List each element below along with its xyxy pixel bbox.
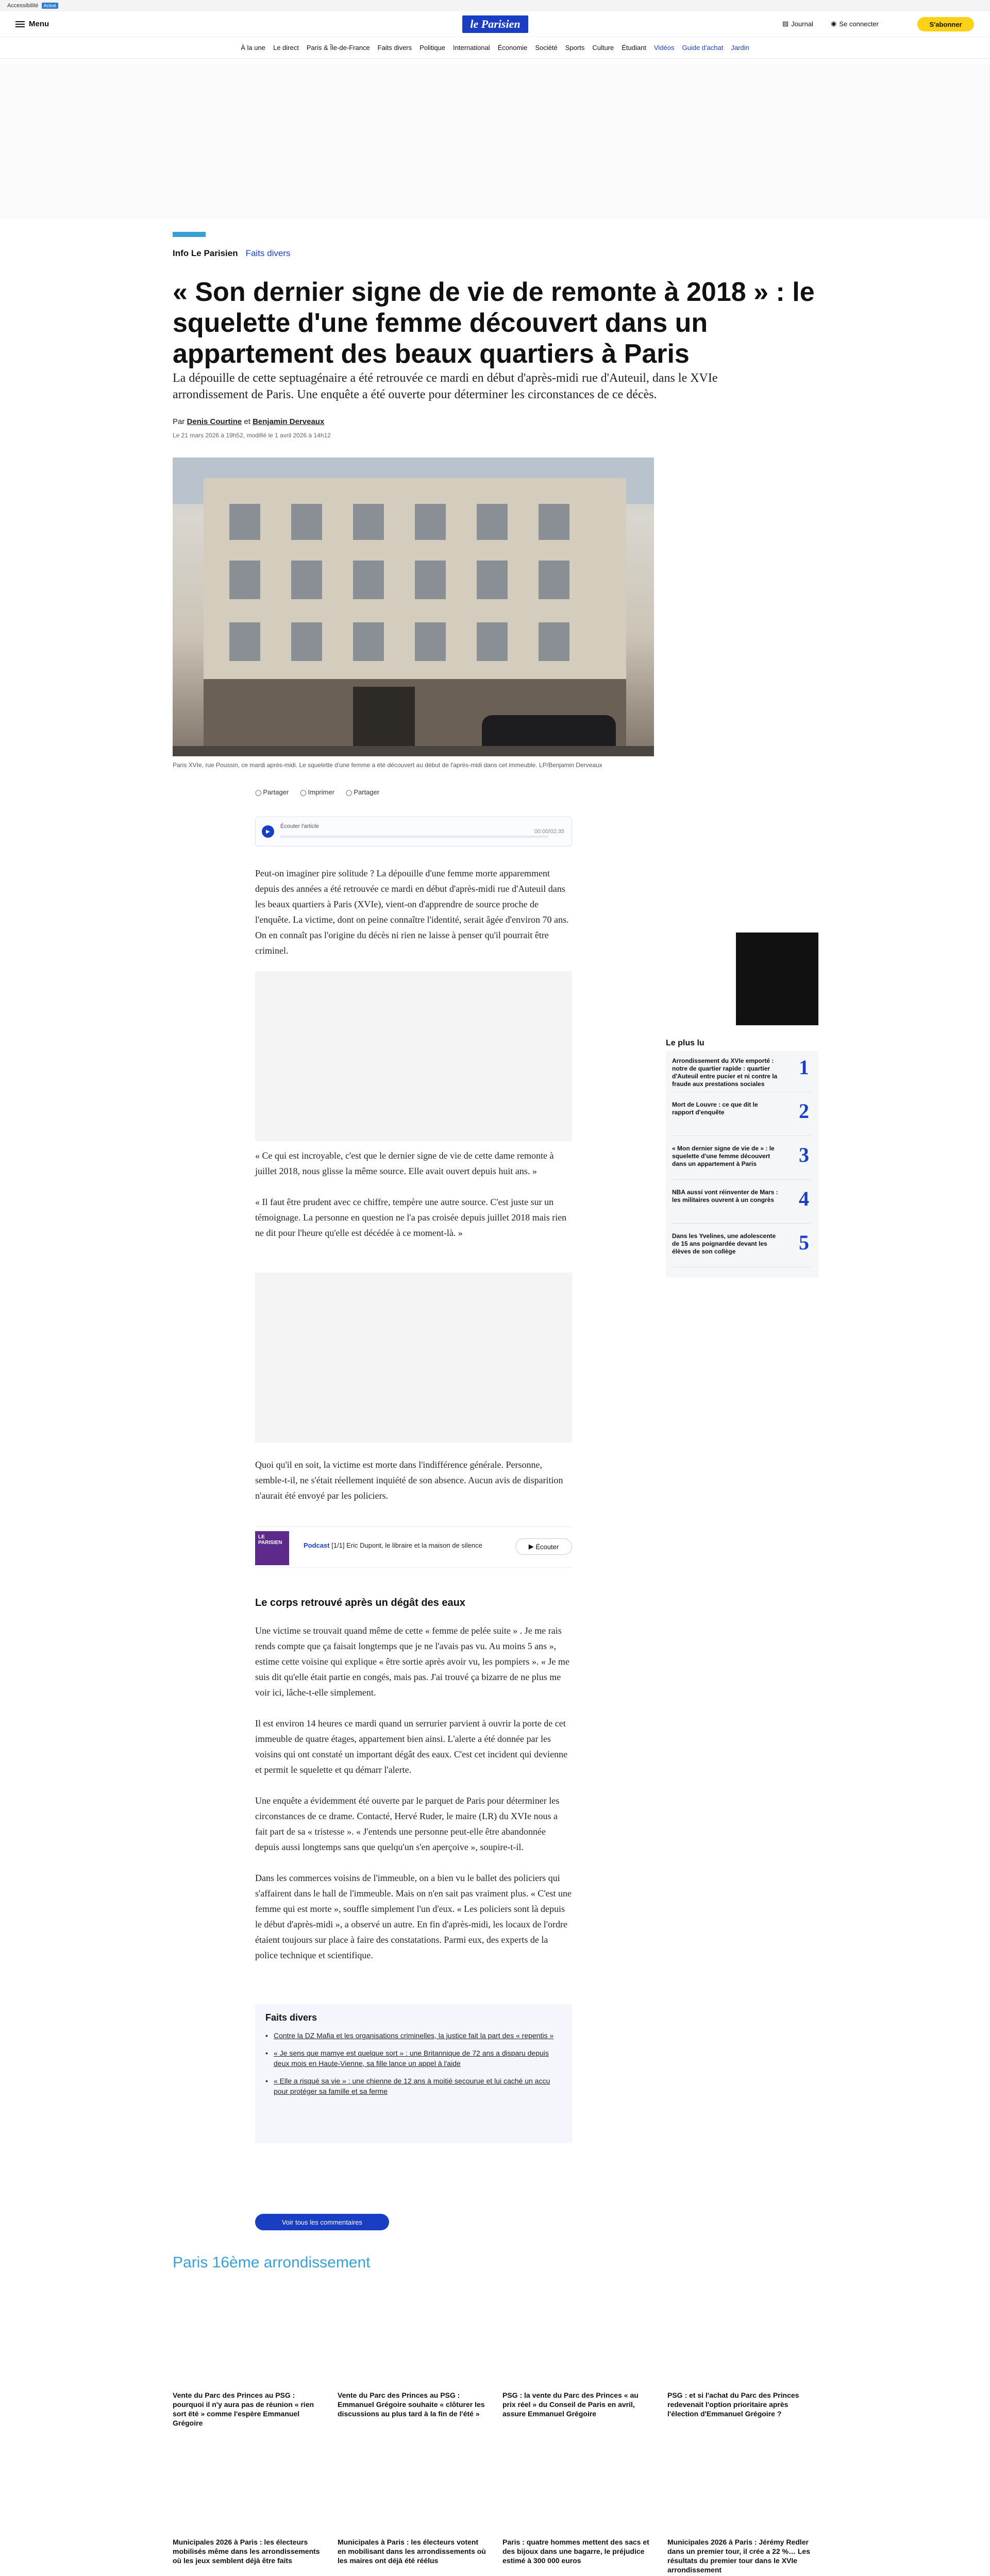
ad-slot (255, 971, 572, 1141)
byline-and: et (244, 417, 250, 426)
most-read-item[interactable] (672, 1139, 811, 1180)
most-read-text: « Mon dernier signe de vie de » : le squelette d'une femme découvert dans un appartement à Paris (672, 1145, 775, 1167)
related-link[interactable]: • Contre la DZ Mafia et les organisations criminelles, la justice fait la part des « repentis » (265, 2030, 562, 2041)
podcast-title[interactable] (304, 1541, 482, 1549)
card-title[interactable]: PSG : et si l'achat du Parc des Princes redevenait l'option prioritaire après l'élection d'Emmanuel Grégoire ? (667, 2391, 799, 2418)
byline (173, 417, 324, 426)
most-read-item[interactable] (672, 1051, 811, 1092)
card-title[interactable]: Vente du Parc des Princes au PSG : pourquoi il n'y aura pas de réunion « rien sort ëté » comme l'espère Emmanuel Grégoire (173, 2391, 314, 2427)
card-title[interactable]: Municipales 2026 à Paris : les électeurs mobilisés même dans les arrondissements où les jeux semblent déjà être faits (173, 2538, 320, 2565)
audio-progress[interactable] (280, 836, 548, 838)
card-thumbnail[interactable] (338, 2437, 487, 2517)
byline-prefix: Par (173, 417, 185, 426)
section-heading: Le corps retrouvé après un dégât des eaux (255, 1597, 465, 1608)
card-title[interactable]: Paris : quatre hommes mettent des sacs et des bijoux dans une bagarre, le préjudice estimé à 300 000 euros (502, 2538, 649, 2565)
listen-label: Écouter (535, 1543, 559, 1551)
most-read-list (666, 1051, 818, 1278)
nav-item-8[interactable]: Sports (565, 44, 585, 52)
related-title: Faits divers (265, 2012, 317, 2023)
card-title[interactable]: PSG : la vente du Parc des Princes « au prix réel » du Conseil de Paris en avril, assure Emmanuel Grégoire (502, 2391, 639, 2418)
author-link[interactable]: Benjamin Derveaux (253, 417, 325, 426)
related-link[interactable]: • « Elle a risqué sa vie » : une chienne de 12 ans à moitié secourue et lui caché un accu pour protéger sa famille et sa ferme (265, 2076, 562, 2096)
most-read-text: Arrondissement du XVIe emporté : notre de quartier rapide : quartier d'Auteuil entre pucier et ni contre la fraude aux prestations sociales (672, 1057, 778, 1088)
card-title[interactable]: Municipales à Paris : les électeurs votent en mobilisant dans les arrondissements où les maires ont déjà été réélus (338, 2538, 486, 2565)
article-photo[interactable] (173, 457, 654, 756)
most-read-item[interactable] (672, 1095, 811, 1136)
nav-item-4[interactable]: Politique (420, 44, 446, 52)
most-read-item[interactable] (672, 1226, 811, 1267)
play-icon: ▶ (528, 1543, 536, 1550)
site-logo[interactable]: le Parisien (462, 15, 528, 33)
nav-item-9[interactable]: Culture (592, 44, 614, 52)
publish-date: Le 21 mars 2026 à 19h52, modifié le 1 avril 2026 à 14h12 (173, 432, 331, 439)
nav-item-5[interactable]: International (453, 44, 490, 52)
hamburger-icon (15, 21, 25, 27)
most-read-text: Mort de Louvre : ce que dit le rapport d'enquête (672, 1101, 758, 1116)
nav-item-6[interactable]: Économie (497, 44, 528, 52)
article-card[interactable] (338, 2437, 487, 2565)
article-paragraph: Peut-on imaginer pire solitude ? La dépouille d'une femme morte apparemment depuis des années a été retrouvée ce mardi en début d'après-midi rue d'Auteuil dans les beaux quartiers à Paris (XVIe), vient-on d'apprendre de source proche de l'enquête. La victime, dont on peine connaître l'identité, serait âgée d'environ 70 ans. On en connaît pas l'origine du décès ni rien ne laisse à penser qu'il pourrait être criminel. (255, 868, 569, 956)
card-thumbnail[interactable] (173, 2437, 322, 2517)
play-icon[interactable]: ▶ (262, 825, 274, 838)
audio-duration: 00:00/02:35 (534, 828, 564, 835)
article-lede: La dépouille de cette septuagénaire a été retrouvée ce mardi en début d'après-midi rue d'Auteuil, dans le XVIe arrondissement de Paris. Une enquête a été ouverte pour déterminer les circonstances de ce décès. (173, 371, 718, 401)
photo-caption: Paris XVIe, rue Poussin, ce mardi après-midi. Le squelette d'une femme a été découvert au début de l'après-midi dans cet immeuble. LP/Benjamin Derveaux (173, 761, 602, 769)
card-thumbnail[interactable] (173, 2290, 322, 2370)
card-thumbnail[interactable] (338, 2290, 487, 2370)
breadcrumb-main[interactable]: Info Le Parisien (173, 248, 238, 258)
main-nav (0, 37, 990, 59)
audio-title: Écouter l'article (280, 823, 319, 829)
newspaper-icon: ▤ (782, 20, 789, 27)
login-link[interactable] (831, 20, 879, 28)
card-thumbnail[interactable] (502, 2437, 652, 2517)
subscribe-button[interactable]: S'abonner (917, 17, 974, 31)
login-label: Se connecter (839, 20, 879, 28)
ad-slot (255, 1273, 572, 1443)
most-read-rank: 2 (799, 1099, 809, 1123)
share-button[interactable]: ◯ Partager (346, 788, 379, 796)
article-card[interactable] (667, 2437, 817, 2574)
article-card[interactable] (667, 2290, 817, 2418)
article-paragraph: Quoi qu'il en soit, la victime est morte dans l'indifférence générale. Personne, semble-t-il, ne s'était réellement inquiété de son absence. Aucun avis de disparition n'aurait été envoyé par les policiers. (255, 1460, 563, 1501)
article-card[interactable] (502, 2437, 652, 2565)
most-read-text: NBA aussi vont réinventer de Mars : les militaires ouvrent à un congrès (672, 1189, 778, 1204)
accessibility-bar (0, 0, 990, 11)
podcast-promo (255, 1527, 572, 1568)
nav-item-0[interactable]: À la une (241, 44, 265, 52)
listen-button[interactable] (515, 1538, 572, 1555)
card-thumbnail[interactable] (667, 2290, 817, 2370)
accessibility-badge[interactable]: Activé (42, 3, 59, 9)
most-read-rank: 4 (799, 1187, 809, 1210)
most-read-title: Le plus lu (666, 1039, 704, 1047)
author-link[interactable]: Denis Courtine (187, 417, 242, 426)
podcast-episode: [1/1] Eric Dupont, le libraire et la maison de silence (331, 1541, 482, 1549)
nav-item-1[interactable]: Le direct (273, 44, 299, 52)
nav-item-13[interactable]: Jardin (731, 44, 749, 52)
nav-item-10[interactable]: Étudiant (622, 44, 646, 52)
nav-item-12[interactable]: Guide d'achat (682, 44, 724, 52)
most-read-rank: 3 (799, 1143, 809, 1166)
card-title[interactable]: Vente du Parc des Princes au PSG : Emmanuel Grégoire souhaite « clôturer les discussions au plus tard à la fin de l'été » (338, 2391, 485, 2418)
most-read-rank: 5 (799, 1231, 809, 1254)
user-icon: ◉ (831, 20, 837, 27)
building-illustration (173, 457, 654, 756)
article-paragraph: « Ce qui est incroyable, c'est que le dernier signe de vie de cette dame remonte à juillet 2018, nous glisse la même source. Elle avait ouvert depuis huit ans. » « Il faut être prudent avec ce chiffre, tempère une autre source. C'est juste sur un témoignage. La personne en question ne l'a pas croisée depuis juillet 2018 mais rien ne dit pour l'heure qu'elle est décédée à ce moment-là. » (255, 1150, 567, 1238)
nav-item-11[interactable]: Vidéos (653, 44, 675, 52)
journal-link[interactable] (782, 20, 813, 28)
related-articles-box (255, 2004, 572, 2143)
nav-item-2[interactable]: Paris & Île-de-France (306, 44, 370, 52)
section-title[interactable]: Paris 16ème arrondissement (173, 2254, 371, 2271)
site-header (0, 11, 990, 37)
related-link[interactable]: • « Je sens que mamye est quelque sort » : une Britannique de 72 ans a disparu depuis deux mois en Haute-Vienne, sa fille lance un appel à l'aide (265, 2048, 562, 2069)
share-bar (255, 788, 379, 796)
card-thumbnail[interactable] (502, 2290, 652, 2370)
article-title: « Son dernier signe de vie de remonte à 2018 » : le squelette d'une femme découvert dans un appartement des beaux quartiers à Paris (173, 277, 815, 369)
most-read-text: Dans les Yvelines, une adolescente de 15 ans poignardée devant les élèves de son collège (672, 1232, 776, 1255)
nav-item-3[interactable]: Faits divers (377, 44, 412, 52)
article-card[interactable] (173, 2437, 322, 2565)
kicker-bar (173, 232, 206, 237)
menu-button[interactable] (15, 20, 49, 28)
audio-player (255, 817, 572, 846)
most-read-item[interactable] (672, 1182, 811, 1224)
accessibility-label[interactable]: Accessibilité (7, 3, 39, 9)
ad-banner (0, 64, 990, 219)
breadcrumb-sub[interactable]: Faits divers (245, 248, 291, 258)
nav-item-7[interactable]: Société (535, 44, 558, 52)
card-thumbnail[interactable] (667, 2437, 817, 2517)
article-paragraph: Une victime se trouvait quand même de cette « femme de pelée suite » . Je me rais rends compte que ça faisait longtemps que je ne l'avais pas vu. Au moins 5 ans », estime cette voisine qui explique « être sortie après avoir vu, les pompiers ». « Je me suis dit qu'elle était partie en congés, mais pas. J'ai trouvé ça bizarre de ne plus me voir ici, lâche-t-elle simplement. Il est environ 14 heures ce mardi quand un serrurier parvient à ouvrir la porte de cet immeuble de quatre étages, appartement bien ainsi. L'alerte a été donnée par les voisins qui ont constaté un important dégât des eaux. C'est cet incident qui devienne et permit le squelette et qu démarr l'alerte. Une enquête a évidemment été ouverte par le parquet de Paris pour déterminer les circonstances de ce drame. Contacté, Hervé Ruder, le maire (LR) du XVIe nous a fait part de sa « tristesse ». « J'entends une personne peut-elle être abandonnée depuis aussi longtemps sans que quelqu'un s'en aperçoive », soupire-t-il. Dans les commerces voisins de l'immeuble, on a bien vu le ballet des policiers qui s'affairent dans le hall de l'immeuble. Mais on n'en sait pas vraiment plus. « C'est une femme qui est morte », souffle simplement l'un d'eux. « Les policiers sont là depuis le début d'après-midi », a observé un autre. En fin d'après-midi, les locaux de l'ordre étaient toujours sur place à faire des constatations. Parmi eux, des experts de la police technique et scientifique. (255, 1625, 572, 1960)
podcast-label: Podcast (304, 1541, 330, 1549)
share-button[interactable]: ◯ Partager (255, 788, 289, 796)
journal-label: Journal (791, 20, 813, 28)
sidebar-ad (736, 933, 818, 1025)
menu-label: Menu (29, 20, 49, 28)
most-read-rank: 1 (799, 1056, 809, 1079)
article-card[interactable] (173, 2290, 322, 2428)
breadcrumb (173, 248, 291, 259)
comments-button[interactable]: Voir tous les commentaires (255, 2214, 389, 2230)
card-title[interactable]: Municipales 2026 à Paris : Jérémy Redler dans un premier tour, il crée a 22 %… Les résultats du premier tour dans le XVIe arrondissement (667, 2538, 810, 2574)
print-button[interactable]: ◯ Imprimer (300, 788, 334, 796)
article-card[interactable] (338, 2290, 487, 2418)
article-card[interactable] (502, 2290, 652, 2418)
podcast-cover[interactable]: LE PARISIEN (255, 1531, 289, 1565)
